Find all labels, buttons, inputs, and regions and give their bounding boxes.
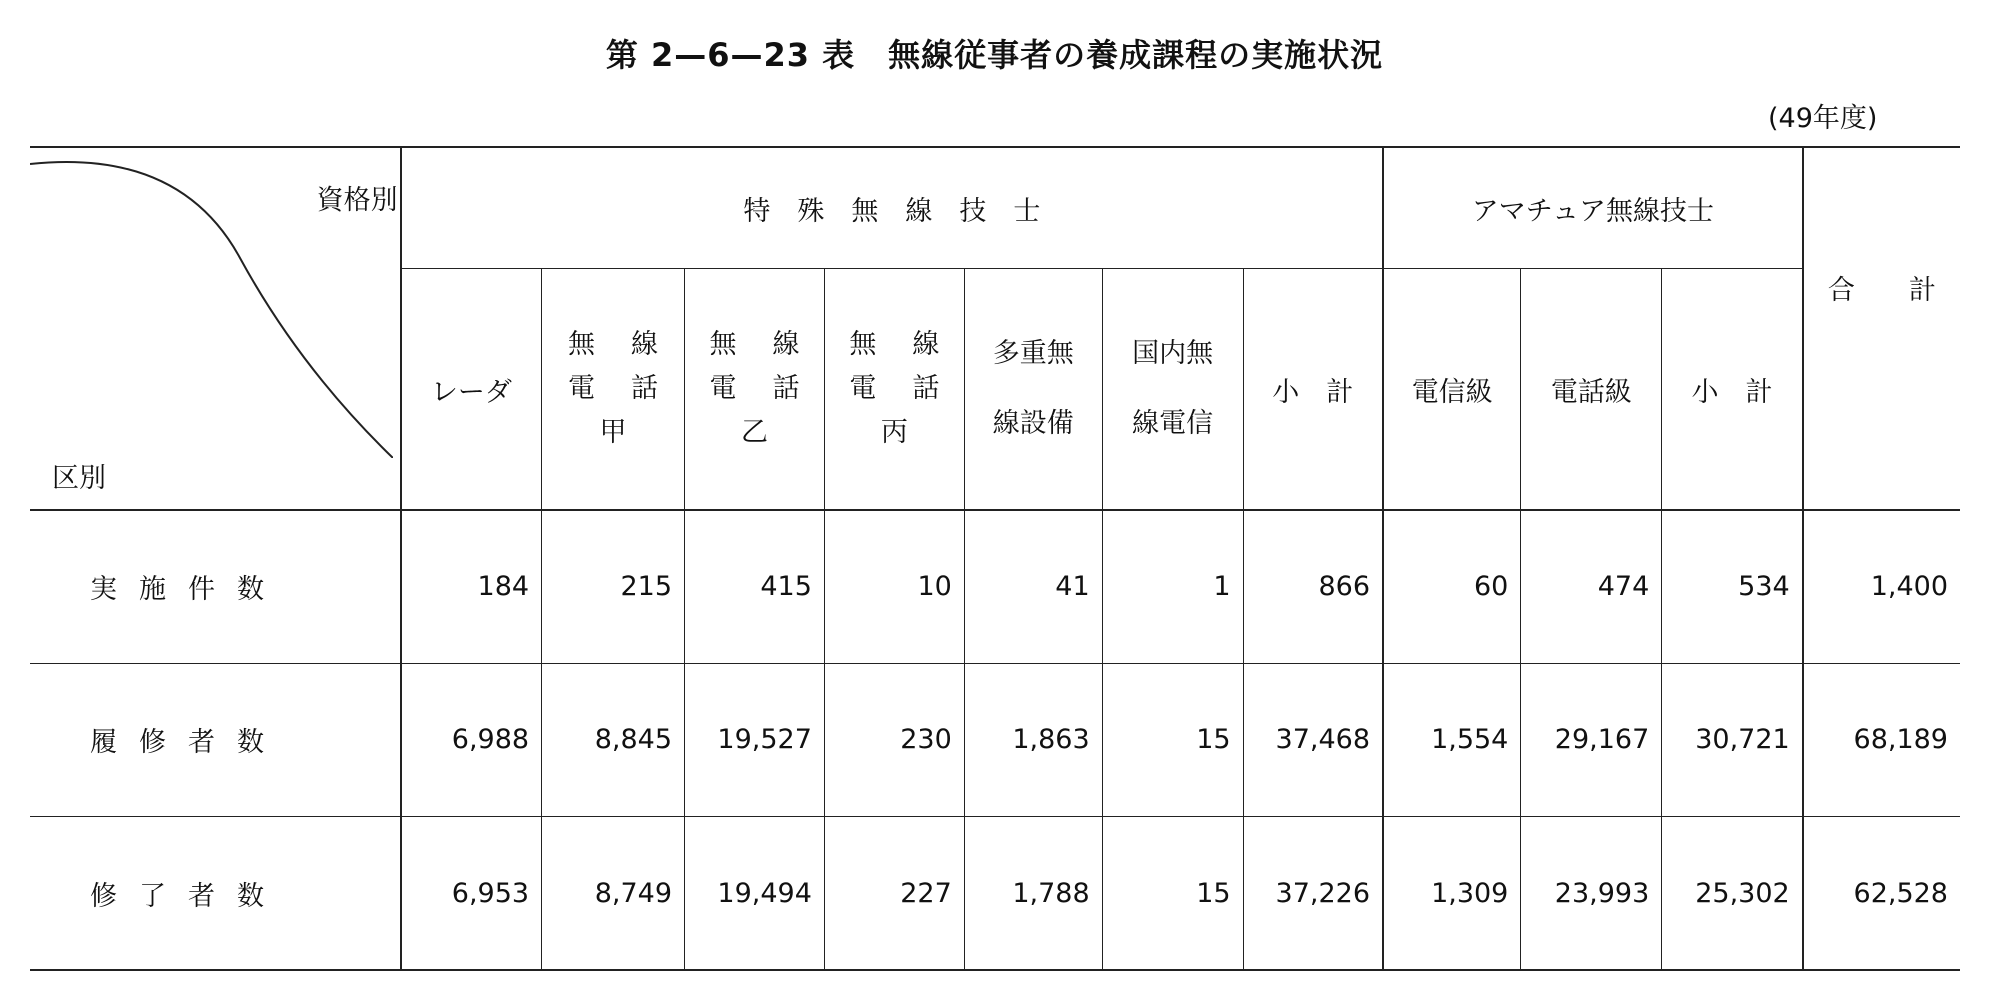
col-telephone-c-char: 線 bbox=[912, 329, 940, 361]
col-telephone-b-char: 無 bbox=[709, 329, 737, 361]
col-telephone-a-char: 線 bbox=[631, 329, 659, 361]
cell-value: 6,953 bbox=[401, 817, 542, 970]
col-telephone-b bbox=[685, 269, 825, 510]
row-label: 修了者数 bbox=[30, 817, 401, 970]
col-subtotal-special bbox=[1243, 269, 1383, 510]
col-telephone-b-char: 話 bbox=[772, 373, 800, 405]
col-telephone-b-char: 電 bbox=[709, 373, 737, 405]
cell-value: 19,527 bbox=[685, 663, 825, 816]
col-telephone-a bbox=[542, 269, 685, 510]
col-telephone-c-char: 話 bbox=[912, 373, 940, 405]
col-telephone bbox=[1521, 269, 1662, 510]
col-telephone-c bbox=[824, 269, 964, 510]
col-telephone-a-char: 甲 bbox=[599, 417, 627, 449]
col-subtotal-special-label: 小 計 bbox=[1272, 376, 1354, 408]
col-telegraph bbox=[1383, 269, 1521, 510]
col-telephone-c-char: 電 bbox=[849, 373, 877, 405]
table-row bbox=[30, 510, 1960, 663]
cell-value: 25,302 bbox=[1662, 817, 1803, 970]
table-row bbox=[30, 817, 1960, 970]
cell-value: 15 bbox=[1102, 817, 1243, 970]
col-telegraph-label: 電信級 bbox=[1411, 376, 1493, 408]
col-multiplex-line: 線設備 bbox=[992, 408, 1074, 440]
col-telephone-a-char: 話 bbox=[631, 373, 659, 405]
header-row-1 bbox=[30, 147, 1960, 269]
cell-value: 1,554 bbox=[1383, 663, 1521, 816]
table-title: 第 2—6—23 表 無線従事者の養成課程の実施状況 bbox=[605, 36, 1384, 74]
header-total-label: 合 計 bbox=[1827, 275, 1936, 306]
col-domestic-line: 線電信 bbox=[1132, 408, 1214, 440]
col-telephone-b-char: 線 bbox=[772, 329, 800, 361]
corner-cell bbox=[30, 147, 401, 510]
col-telephone-c-char: 無 bbox=[849, 329, 877, 361]
row-label: 履修者数 bbox=[30, 663, 401, 816]
cell-value: 62,528 bbox=[1803, 817, 1960, 970]
cell-value: 1,400 bbox=[1803, 510, 1960, 663]
col-subtotal-amateur-label: 小 計 bbox=[1691, 376, 1773, 408]
cell-value: 6,988 bbox=[401, 663, 542, 816]
cell-value: 415 bbox=[685, 510, 825, 663]
cell-value: 23,993 bbox=[1521, 817, 1662, 970]
cell-value: 474 bbox=[1521, 510, 1662, 663]
row-label: 実施件数 bbox=[30, 510, 401, 663]
cell-value: 1,863 bbox=[964, 663, 1102, 816]
cell-value: 60 bbox=[1383, 510, 1521, 663]
cell-value: 19,494 bbox=[685, 817, 825, 970]
group-header-amateur-label: アマチュア無線技士 bbox=[1471, 195, 1714, 227]
col-telephone-a-char: 電 bbox=[568, 373, 596, 405]
corner-label-category: 区別 bbox=[52, 462, 106, 494]
col-multiplex bbox=[964, 269, 1102, 510]
cell-value: 68,189 bbox=[1803, 663, 1960, 816]
col-telephone-b-char: 乙 bbox=[740, 417, 768, 449]
col-domestic-line: 国内無 bbox=[1132, 338, 1214, 370]
col-subtotal-amateur bbox=[1662, 269, 1803, 510]
cell-value: 1,309 bbox=[1383, 817, 1521, 970]
cell-value: 15 bbox=[1102, 663, 1243, 816]
col-telephone-c-char: 丙 bbox=[880, 417, 908, 449]
cell-value: 37,468 bbox=[1243, 663, 1383, 816]
corner-label-qualification: 資格別 bbox=[316, 185, 398, 216]
col-radar-label: レーダ bbox=[430, 376, 512, 408]
col-domestic bbox=[1102, 269, 1243, 510]
cell-value: 10 bbox=[824, 510, 964, 663]
col-radar bbox=[401, 269, 542, 510]
cell-value: 866 bbox=[1243, 510, 1383, 663]
cell-value: 37,226 bbox=[1243, 817, 1383, 970]
training-course-table bbox=[30, 146, 1960, 971]
col-telephone-a-char: 無 bbox=[568, 329, 596, 361]
cell-value: 29,167 bbox=[1521, 663, 1662, 816]
cell-value: 215 bbox=[542, 510, 685, 663]
cell-value: 8,845 bbox=[542, 663, 685, 816]
group-header-special bbox=[401, 147, 1383, 269]
group-header-special-label: 特 殊 無 線 技 士 bbox=[743, 195, 1041, 227]
table-row bbox=[30, 663, 1960, 816]
cell-value: 534 bbox=[1662, 510, 1803, 663]
cell-value: 30,721 bbox=[1662, 663, 1803, 816]
cell-value: 184 bbox=[401, 510, 542, 663]
cell-value: 230 bbox=[824, 663, 964, 816]
cell-value: 8,749 bbox=[542, 817, 685, 970]
col-telephone-label: 電話級 bbox=[1550, 376, 1632, 408]
cell-value: 1 bbox=[1102, 510, 1243, 663]
header-total bbox=[1803, 147, 1960, 510]
fiscal-year-note: (49年度) bbox=[1768, 103, 1878, 134]
group-header-amateur bbox=[1383, 147, 1803, 269]
col-multiplex-line: 多重無 bbox=[992, 338, 1074, 370]
cell-value: 1,788 bbox=[964, 817, 1102, 970]
cell-value: 41 bbox=[964, 510, 1102, 663]
cell-value: 227 bbox=[824, 817, 964, 970]
